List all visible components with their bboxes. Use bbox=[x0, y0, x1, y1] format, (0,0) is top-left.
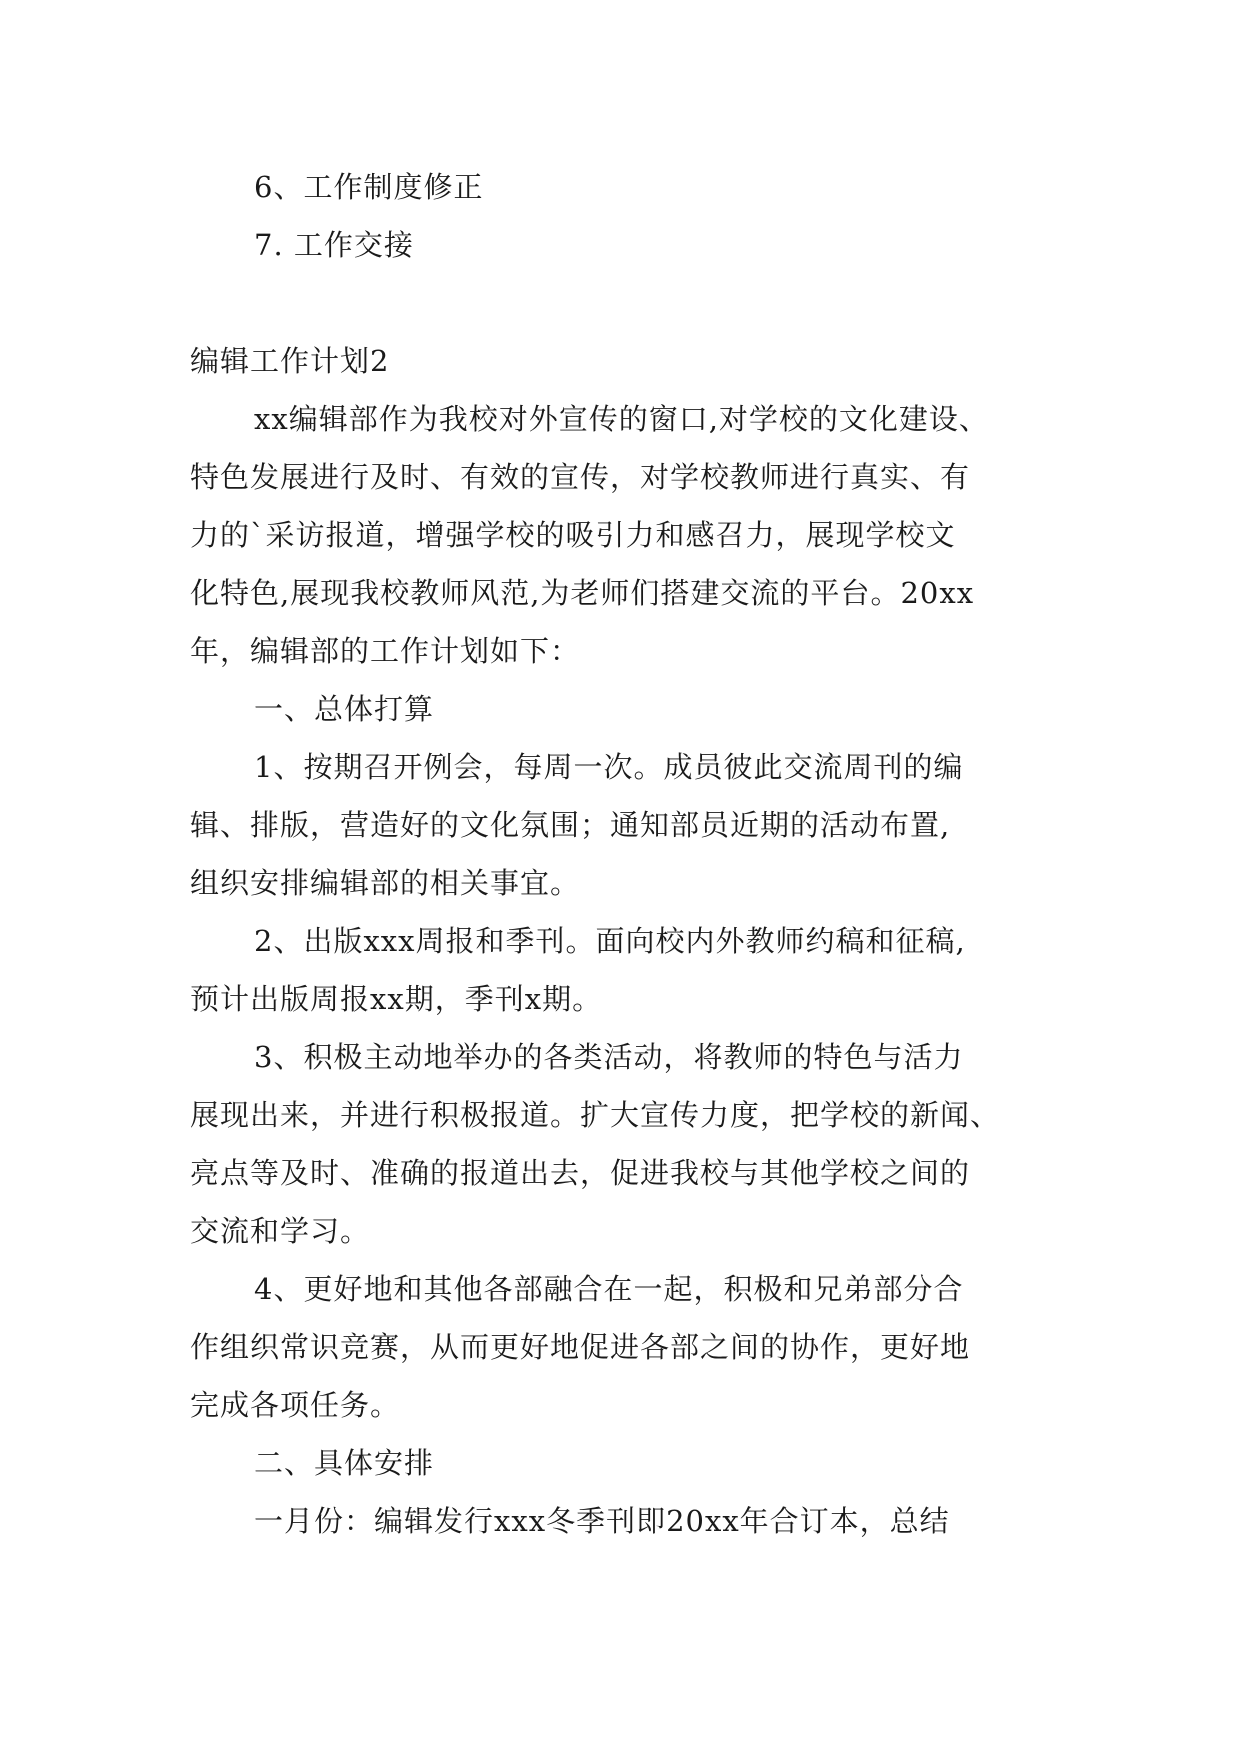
paragraph-line: 一月份：编辑发行xxx冬季刊即20xx年合订本，总结 bbox=[254, 1504, 950, 1538]
list-item: 6、工作制度修正 bbox=[254, 170, 484, 204]
paragraph-line: 4、更好地和其他各部融合在一起，积极和兄弟部分合 bbox=[254, 1272, 964, 1306]
paragraph-line: 组织安排编辑部的相关事宜。 bbox=[190, 866, 581, 900]
paragraph-line: 力的`采访报道，增强学校的吸引力和感召力，展现学校文 bbox=[190, 518, 956, 552]
paragraph-line: 预计出版周报xx期，季刊x期。 bbox=[190, 982, 603, 1016]
list-item: 7. 工作交接 bbox=[254, 228, 414, 262]
paragraph-line: 亮点等及时、准确的报道出去，促进我校与其他学校之间的 bbox=[190, 1156, 971, 1190]
paragraph-line: 3、积极主动地举办的各类活动，将教师的特色与活力 bbox=[254, 1040, 964, 1074]
blank-line bbox=[190, 274, 1060, 332]
paragraph-line: 作组织常识竞赛，从而更好地促进各部之间的协作，更好地 bbox=[190, 1330, 971, 1364]
paragraph-line: 2、出版xxx周报和季刊。面向校内外教师约稿和征稿, bbox=[254, 924, 966, 958]
paragraph-line: xx编辑部作为我校对外宣传的窗口,对学校的文化建设、 bbox=[254, 402, 989, 436]
section-title: 编辑工作计划2 bbox=[190, 344, 390, 378]
paragraph-line: 展现出来，并进行积极报道。扩大宣传力度，把学校的新闻、 bbox=[190, 1098, 1001, 1132]
paragraph-line: 1、按期召开例会，每周一次。成员彼此交流周刊的编 bbox=[254, 750, 964, 784]
paragraph-line: 化特色,展现我校教师风范,为老师们搭建交流的平台。20xx bbox=[190, 576, 975, 610]
paragraph-line: 年，编辑部的工作计划如下： bbox=[190, 634, 581, 668]
heading: 一、总体打算 bbox=[254, 692, 435, 726]
paragraph-line: 完成各项任务。 bbox=[190, 1388, 401, 1422]
heading: 二、具体安排 bbox=[254, 1446, 435, 1480]
paragraph-line: 交流和学习。 bbox=[190, 1214, 371, 1248]
document-body bbox=[190, 158, 1060, 1550]
paragraph-line: 特色发展进行及时、有效的宣传，对学校教师进行真实、有 bbox=[190, 460, 971, 494]
paragraph-line: 辑、排版，营造好的文化氛围；通知部员近期的活动布置, bbox=[190, 808, 951, 842]
